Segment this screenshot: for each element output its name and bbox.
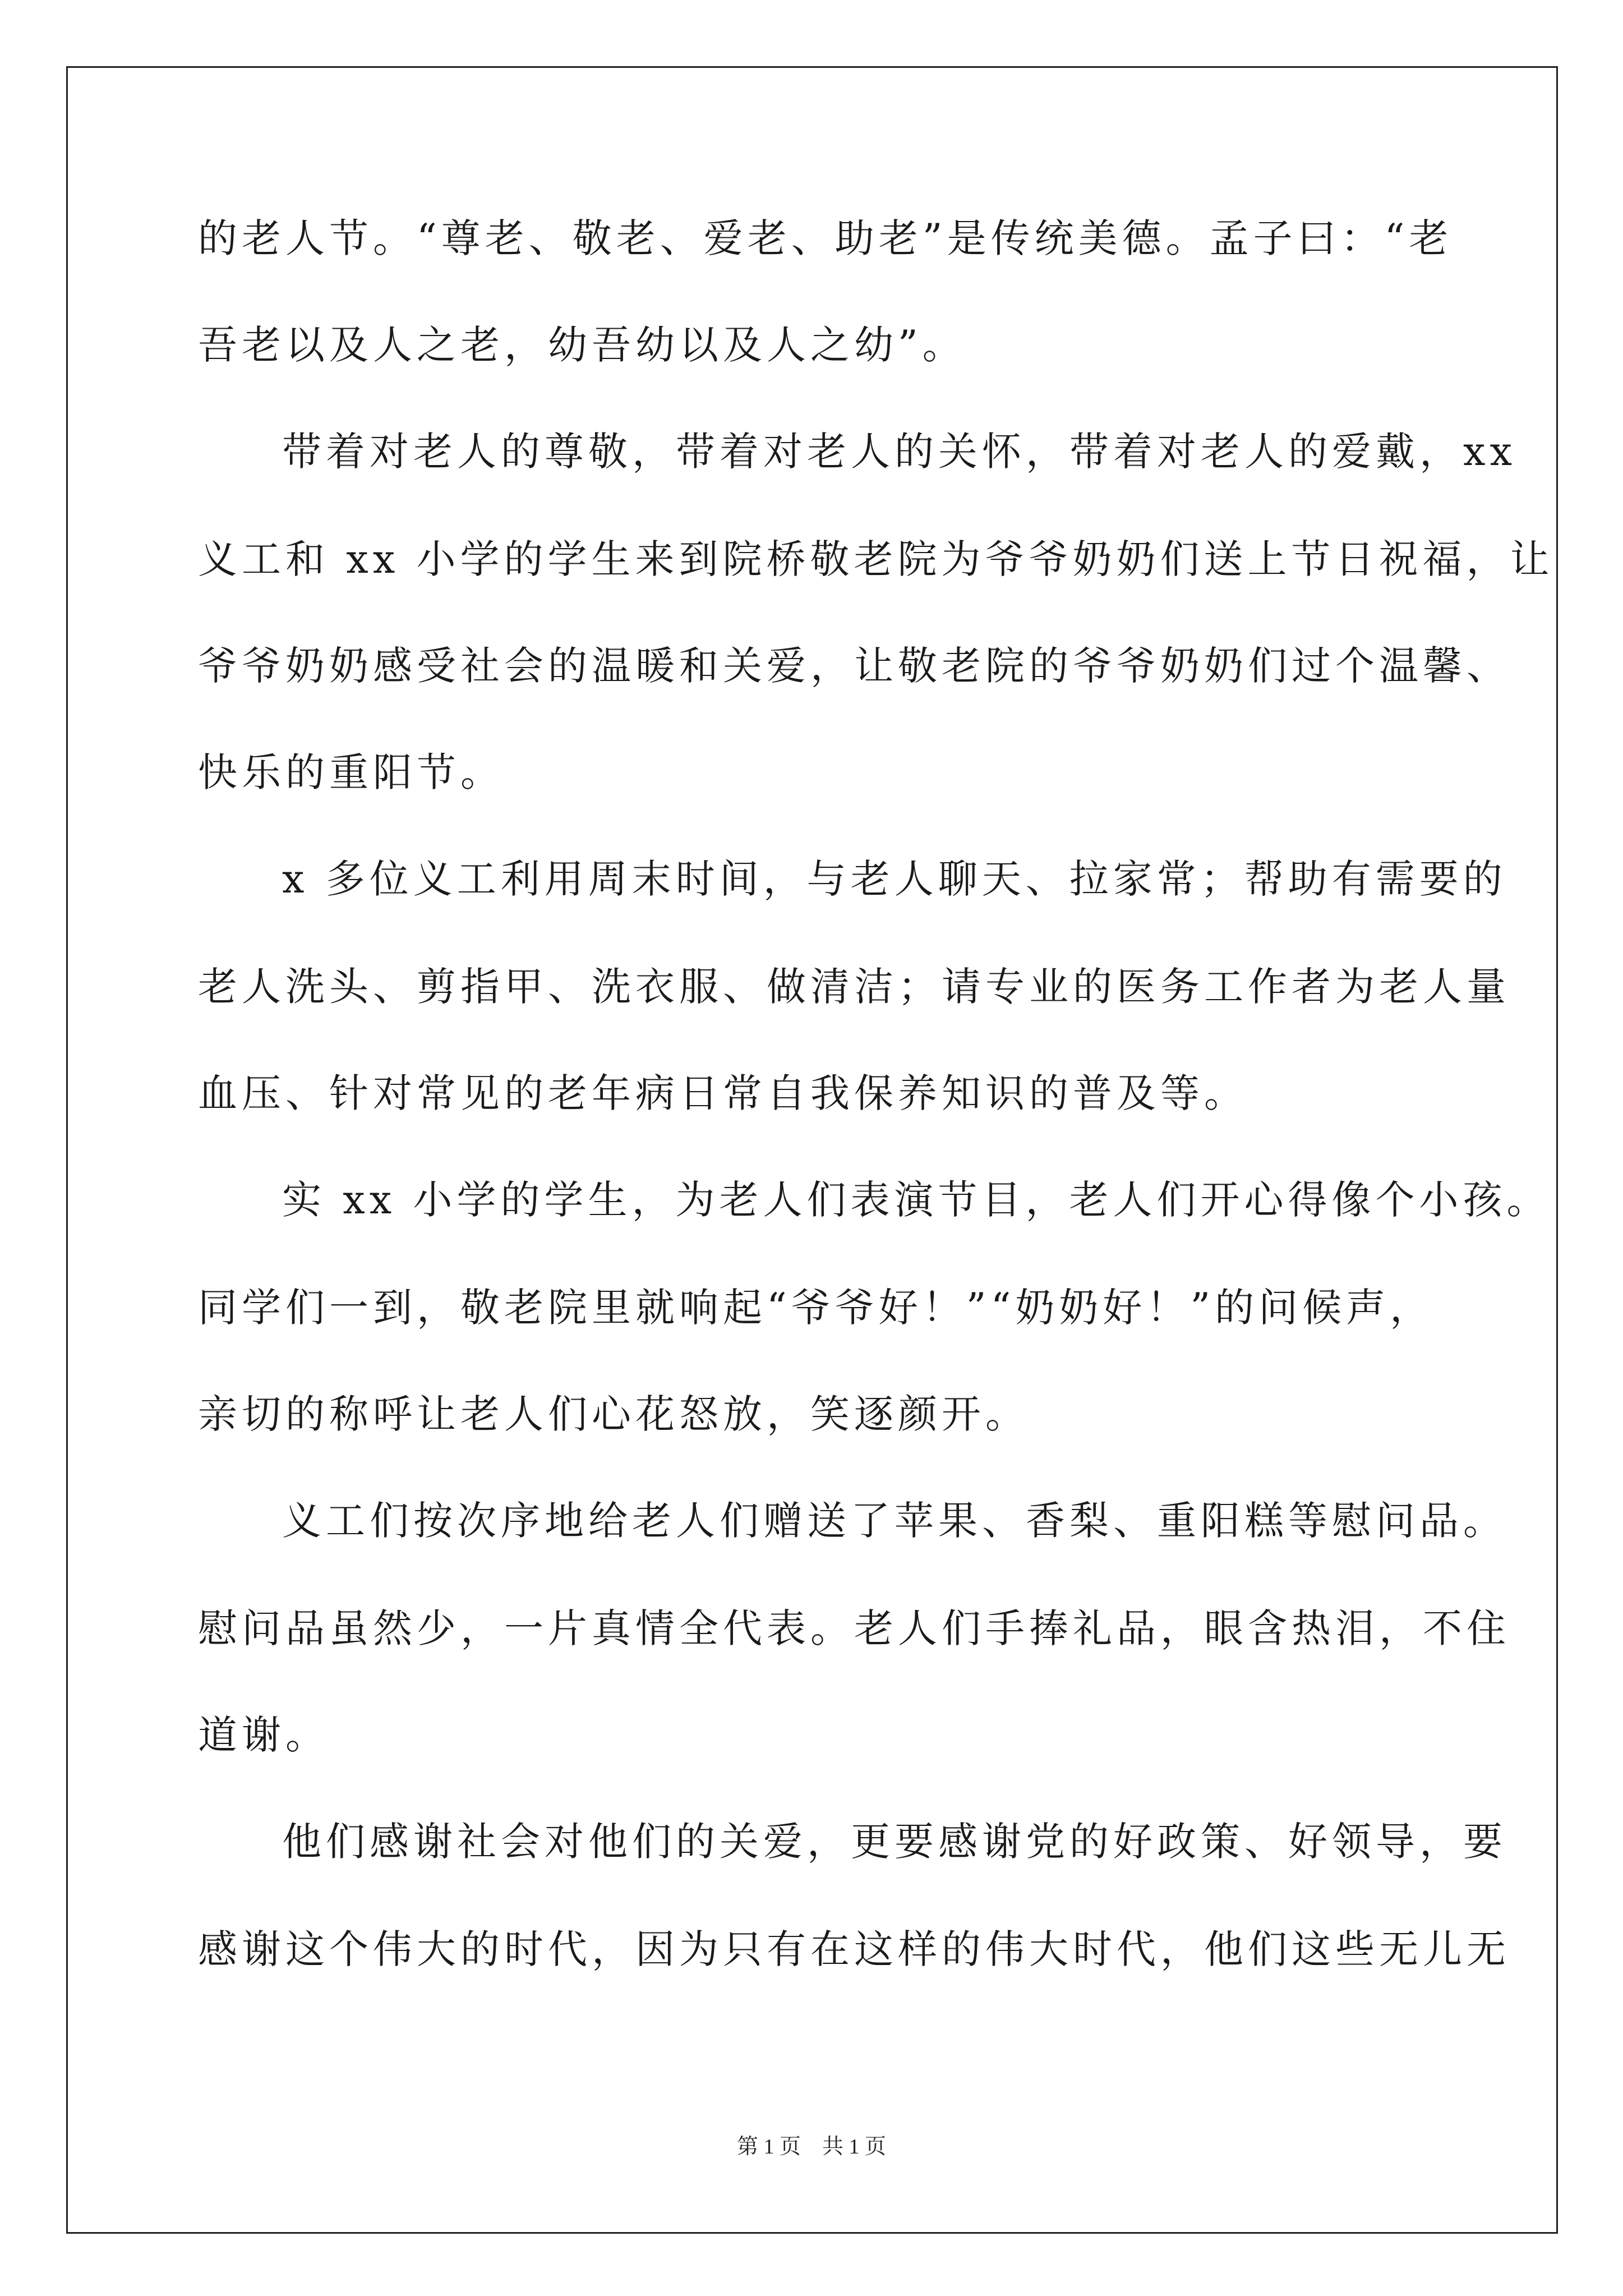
text-line: 带着对老人的尊敬，带着对老人的关怀，带着对老人的爱戴，xx <box>282 429 1516 475</box>
text-line: 同学们一到，敬老院里就响起“爷爷好！”“奶奶好！”的问候声， <box>198 1285 1434 1331</box>
text-line: 吾老以及人之老，幼吾幼以及人之幼”。 <box>198 322 966 368</box>
text-line: 感谢这个伟大的时代，因为只有在这样的伟大时代，他们这些无儿无 <box>198 1926 1510 1972</box>
text-line: 义工们按次序地给老人们赠送了苹果、香梨、重阳糕等慰问品。 <box>282 1498 1507 1544</box>
text-line: 他们感谢社会对他们的关爱，更要感谢党的好政策、好领导，要 <box>282 1819 1507 1865</box>
text-line: 爷爷奶奶感受社会的温暖和关爱，让敬老院的爷爷奶奶们过个温馨、 <box>198 643 1510 689</box>
page-border <box>66 66 1558 2234</box>
text-line: 亲切的称呼让老人们心花怒放，笑逐颜开。 <box>198 1391 1029 1437</box>
text-line: 义工和 xx 小学的学生来到院桥敬老院为爷爷奶奶们送上节日祝福，让 <box>198 536 1554 582</box>
text-line: 的老人节。“尊老、敬老、爱老、助老”是传统美德。孟子曰：“老 <box>198 215 1453 261</box>
text-line: 血压、针对常见的老年病日常自我保养知识的普及等。 <box>198 1070 1248 1116</box>
text-line: 慰问品虽然少，一片真情全代表。老人们手捧礼品，眼含热泪，不住 <box>198 1605 1510 1651</box>
text-line: 实 xx 小学的学生，为老人们表演节目，老人们开心得像个小孩。 <box>282 1177 1551 1223</box>
text-line: 道谢。 <box>198 1712 329 1758</box>
text-line: 快乐的重阳节。 <box>198 749 504 795</box>
text-line: 老人洗头、剪指甲、洗衣服、做清洁；请专业的医务工作者为老人量 <box>198 964 1510 1010</box>
page-number-footer: 第 1 页 共 1 页 <box>736 2135 886 2159</box>
text-line: x 多位义工利用周末时间，与老人聊天、拉家常；帮助有需要的 <box>282 856 1507 902</box>
